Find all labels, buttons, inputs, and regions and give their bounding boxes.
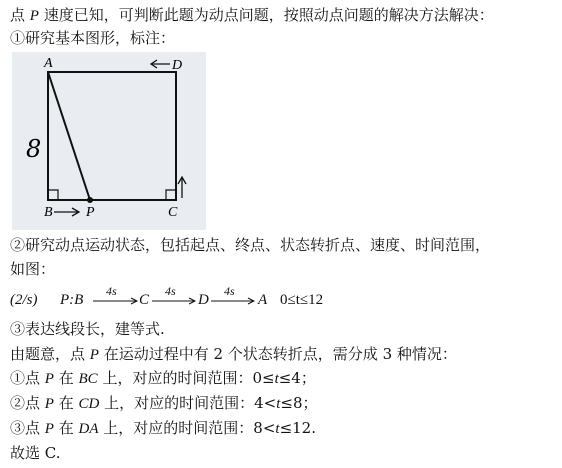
segment-ap xyxy=(48,72,90,200)
label-a: A xyxy=(44,56,53,71)
time-range: 0≤t≤12 xyxy=(280,292,324,308)
point-d: D xyxy=(198,292,209,308)
case-2-line xyxy=(10,394,318,413)
duration-1: 4s xyxy=(106,284,117,298)
side-length-label: 8 xyxy=(26,135,42,163)
var-p: P xyxy=(44,371,54,387)
text: 在运动过程中有 2 个状态转折点，需分成 3 种情况： xyxy=(98,345,457,363)
label-c: C xyxy=(168,205,178,220)
analysis-line xyxy=(10,345,457,364)
text: ③点 xyxy=(10,419,45,437)
text: 在 xyxy=(53,394,79,412)
text: 点 xyxy=(10,6,30,24)
duration-2: 4s xyxy=(165,284,176,298)
var-t: t xyxy=(274,371,279,387)
segment-da: DA xyxy=(78,421,99,437)
intro-line xyxy=(10,6,494,25)
step-2-continued: 如图： xyxy=(10,260,56,278)
point-p xyxy=(87,197,93,203)
segment-cd: CD xyxy=(78,396,100,412)
step-3-line: ③表达线段长，建等式. xyxy=(10,320,165,338)
text: 在 xyxy=(53,419,79,437)
answer-line: 故选 C. xyxy=(10,444,61,462)
var-p: P xyxy=(44,421,54,437)
step-1-line: ①研究基本图形，标注： xyxy=(10,29,176,47)
case-3-line xyxy=(10,419,316,438)
var-t: t xyxy=(276,396,281,412)
text: 上，对应的时间范围：4< xyxy=(99,394,277,412)
label-p: P xyxy=(86,205,95,220)
start-point: P:B xyxy=(60,292,84,308)
label-b: B xyxy=(44,205,53,220)
text: 速度已知，可判断此题为动点问题，按照动点问题的解决方法解决： xyxy=(38,6,494,24)
text: ≤4； xyxy=(278,369,316,387)
speed-label: (2/s) xyxy=(10,292,38,308)
var-t: t xyxy=(275,421,280,437)
square-diagram xyxy=(12,52,206,230)
text: 由题意，点 xyxy=(10,345,90,363)
duration-3: 4s xyxy=(224,284,235,298)
point-c: C xyxy=(139,292,150,308)
square-figure xyxy=(12,52,206,230)
point-a: A xyxy=(258,292,268,308)
text: ②点 xyxy=(10,394,45,412)
motion-sequence xyxy=(10,284,550,314)
text: ≤8； xyxy=(280,394,318,412)
text: ①点 xyxy=(10,369,45,387)
step-2-line: ②研究动点运动状态，包括起点、终点、状态转折点、速度、时间范围， xyxy=(10,236,491,254)
label-d: D xyxy=(172,58,183,73)
text: 上，对应的时间范围：8< xyxy=(98,419,276,437)
right-angle-b xyxy=(48,190,58,200)
right-angle-c xyxy=(166,190,176,200)
square-outline xyxy=(48,72,176,200)
segment-bc: BC xyxy=(78,371,98,387)
text: 在 xyxy=(53,369,79,387)
var-p: P xyxy=(44,396,54,412)
case-1-line xyxy=(10,369,316,388)
var-p: P xyxy=(29,8,39,24)
var-p: P xyxy=(89,347,99,363)
text: ≤12. xyxy=(279,419,316,437)
text: 上，对应的时间范围：0≤ xyxy=(97,369,275,387)
